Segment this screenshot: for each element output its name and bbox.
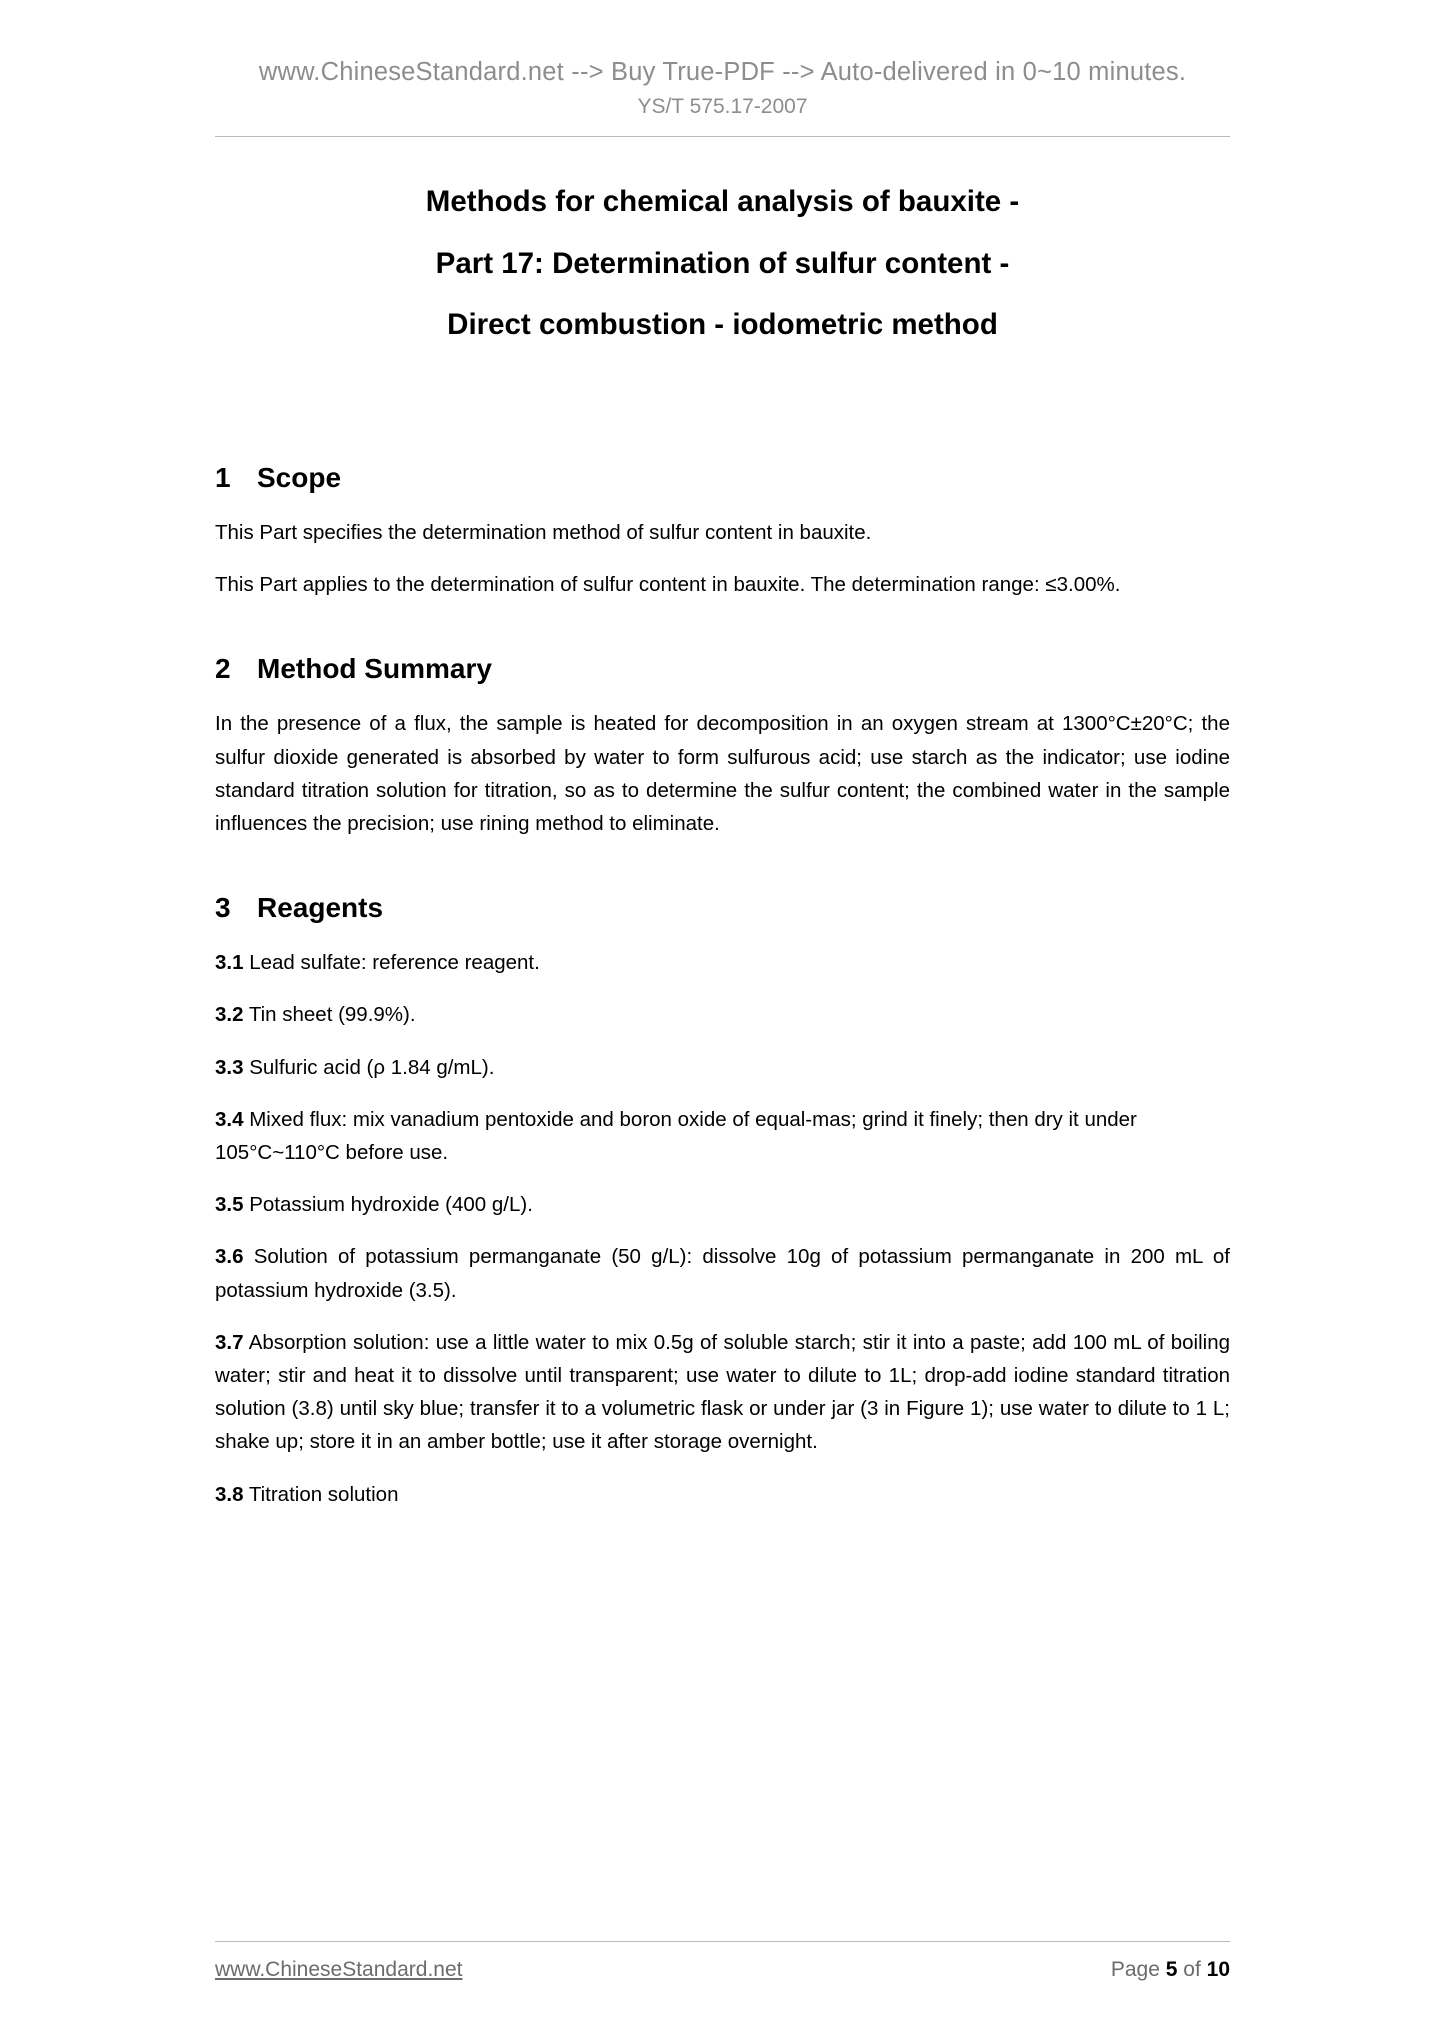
page-current: 5: [1165, 1958, 1178, 1981]
header-divider: [215, 136, 1230, 137]
reagent-number: 3.7: [215, 1330, 244, 1354]
section-heading-scope: [215, 462, 1230, 494]
reagent-text: Titration solution: [243, 1482, 399, 1506]
reagent-text: Solution of potassium permanganate (50 g/L): dissolve 10g of potassium permanganate in 200 mL of potassium hydroxide (3.5).: [215, 1245, 1230, 1302]
reagent-item: [215, 1478, 1230, 1511]
reagent-text: Absorption solution: use a little water to mix 0.5g of soluble starch; stir it into a paste; add 100 mL of boiling water; stir and heat it to dissolve until transparent; use water to dilute to 1L; drop-add iodine standard titration solution (3.8) until sky blue; transfer it to a volumetric flask or under jar (3 in Figure 1); use water to dilute to 1 L; shake up; store it in an amber bottle; use it after storage overnight.: [215, 1330, 1230, 1454]
standard-number: YS/T 575.17-2007: [637, 95, 808, 119]
section-title-1: Scope: [257, 461, 342, 493]
reagent-item: [215, 1051, 1230, 1084]
page-prefix: Page: [1110, 1958, 1166, 1981]
section-heading-reagents: [215, 892, 1230, 924]
page-number: [1111, 1958, 1230, 1982]
document-body: [215, 187, 1230, 1510]
title-line-3: Direct combustion - iodometric method: [447, 308, 998, 342]
section-number-1: 1: [215, 461, 231, 493]
reagent-number: 3.2: [215, 1003, 244, 1027]
reagent-item: [215, 998, 1230, 1031]
title-spacer: [215, 372, 1230, 410]
section-number-2: 2: [215, 653, 231, 685]
reagent-number: 3.3: [215, 1055, 244, 1079]
title-line-1: Methods for chemical analysis of bauxite -: [425, 185, 1020, 219]
reagent-item: [215, 1188, 1230, 1221]
footer-divider: [215, 1941, 1230, 1942]
reagent-text: Potassium hydroxide (400 g/L).: [243, 1193, 533, 1217]
reagent-item: [215, 1103, 1230, 1169]
paragraph-scope-2: This Part applies to the determination of sulfur content in bauxite. The determination range: ≤3.00%.: [215, 573, 1121, 597]
reagent-text: Sulfuric acid (ρ 1.84 g/mL).: [243, 1055, 495, 1079]
section-heading-method-summary: [215, 653, 1230, 685]
reagent-item: [215, 946, 1230, 979]
section-number-3: 3: [215, 892, 231, 924]
reagent-item: [215, 1326, 1230, 1459]
reagent-text: Mixed flux: mix vanadium pentoxide and boron oxide of equal-mas; grind it finely; then dry it under 105°C~110°C before use.: [215, 1107, 1137, 1164]
section-title-3: Reagents: [257, 892, 384, 924]
paragraph-method-summary-1: In the presence of a flux, the sample is heated for decomposition in an oxygen stream at 1300°C±20°C; the sulfur dioxide generated is absorbed by water to form sulfurous acid; use starch as the indicator; use iodine standard titration solution for titration, so as to determine the sulfur content; the combined water in the sample influences the precision; use rining method to eliminate.: [215, 712, 1230, 835]
reagent-item: [215, 1240, 1230, 1306]
paragraph-scope-1: This Part specifies the determination method of sulfur content in bauxite.: [215, 520, 872, 544]
page-middle: of: [1177, 1958, 1207, 1981]
footer-site-link[interactable]: www.ChineseStandard.net: [215, 1958, 463, 1981]
page-footer: [215, 1941, 1230, 1982]
reagent-text: Lead sulfate: reference reagent.: [243, 951, 540, 975]
reagent-text: Tin sheet (99.9%).: [243, 1003, 416, 1027]
reagent-number: 3.1: [215, 951, 244, 975]
page-total: 10: [1206, 1958, 1230, 1981]
reagent-number: 3.8: [215, 1482, 244, 1506]
reagent-number: 3.5: [215, 1193, 244, 1217]
reagent-number: 3.6: [215, 1245, 244, 1269]
section-title-2: Method Summary: [257, 653, 492, 685]
reagent-number: 3.4: [215, 1107, 244, 1131]
title-line-2: Part 17: Determination of sulfur content -: [435, 246, 1010, 280]
document-title: [215, 187, 1230, 340]
promo-banner: www.ChineseStandard.net --> Buy True-PDF --> Auto-delivered in 0~10 minutes.: [258, 58, 1187, 86]
